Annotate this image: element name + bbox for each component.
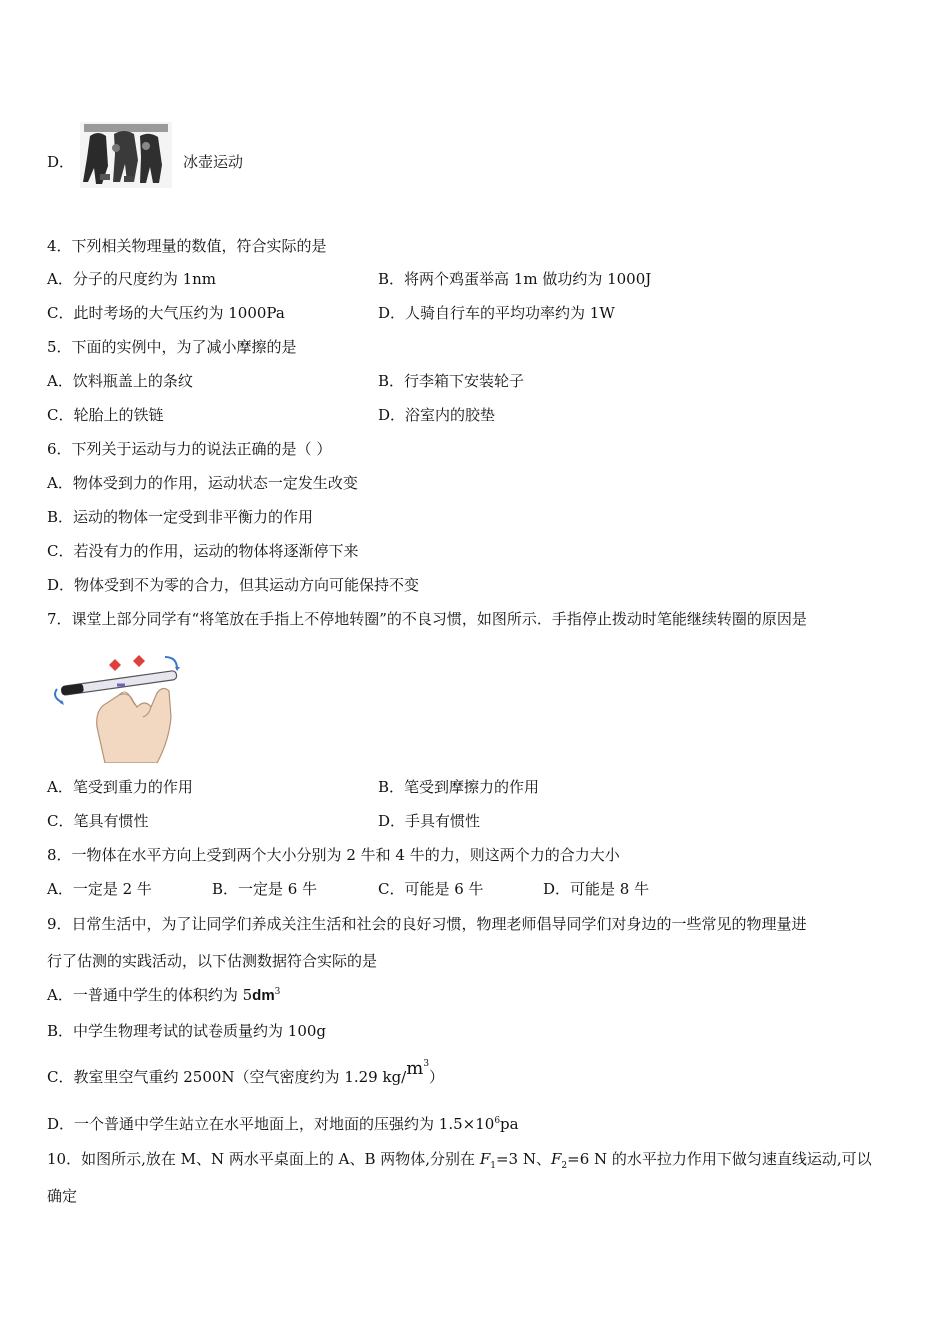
q10-stem-text-a: 10．如图所示,放在 M、N 两水平桌面上的 A、B 两物体,分别在 <box>47 1150 480 1168</box>
q10-stem-text-b: =3 N、 <box>495 1150 551 1168</box>
q10-stem-text-c: =6 N 的水平拉力作用下做匀速直线运动,可以 <box>567 1150 872 1168</box>
q6-option-c: C．若没有力的作用，运动的物体将逐渐停下来 <box>47 542 359 560</box>
q9-option-c-close: ） <box>429 1068 445 1086</box>
q5-option-a: A．饮料瓶盖上的条纹 <box>47 372 193 390</box>
q9-stem-line2: 行了估测的实践活动，以下估测数据符合实际的是 <box>47 952 378 970</box>
q10-force-f2: F <box>550 1150 562 1168</box>
q9-option-c-unit: m <box>406 1058 424 1079</box>
q8-option-d: D．可能是 8 牛 <box>543 880 650 898</box>
pen-spinning-illustration <box>45 645 185 763</box>
q3-option-d-label: D． <box>47 153 75 171</box>
q6-stem: 6．下列关于运动与力的说法正确的是（ ） <box>47 440 332 458</box>
q9-option-b: B．中学生物理考试的试卷质量约为 100g <box>47 1022 327 1040</box>
q9-option-d-text: D．一个普通中学生站立在水平地面上，对地面的压强约为 1.5×10 <box>47 1115 495 1133</box>
q6-option-d: D．物体受到不为零的合力，但其运动方向可能保持不变 <box>47 576 420 594</box>
q7-option-d: D．手具有惯性 <box>378 812 481 830</box>
q9-option-d-exponent: 6 <box>494 1116 501 1126</box>
q4-option-d: D．人骑自行车的平均功率约为 1W <box>378 304 615 322</box>
q4-option-a: A．分子的尺度约为 1nm <box>47 270 217 288</box>
q9-option-a <box>47 984 280 1007</box>
q7-option-b: B．笔受到摩擦力的作用 <box>378 778 540 796</box>
q9-option-c <box>47 1058 445 1088</box>
q9-option-a-text: A．一普通中学生的体积约为 5 <box>47 986 253 1004</box>
q4-option-c: C．此时考场的大气压约为 1000Pa <box>47 304 285 322</box>
q5-option-b: B．行李箱下安装轮子 <box>378 372 525 390</box>
q9-option-a-exponent: 3 <box>274 987 281 997</box>
q9-option-c-exponent: 3 <box>423 1059 430 1069</box>
q5-option-c: C．轮胎上的铁链 <box>47 406 164 424</box>
q7-option-c: C．笔具有惯性 <box>47 812 149 830</box>
q8-stem: 8．一物体在水平方向上受到两个大小分别为 2 牛和 4 牛的力，则这两个力的合力大小 <box>47 846 620 864</box>
q6-option-a: A．物体受到力的作用，运动状态一定发生改变 <box>47 474 358 492</box>
q10-force-f1: F <box>479 1150 491 1168</box>
q7-option-a: A．笔受到重力的作用 <box>47 778 193 796</box>
q3-option-d-text: 冰壶运动 <box>183 153 244 171</box>
q9-option-a-unit: dm <box>252 987 275 1004</box>
q10-force-f2-sub: 2 <box>561 1161 568 1171</box>
q4-stem: 4．下列相关物理量的数值，符合实际的是 <box>47 237 327 255</box>
q10-stem-line2: 确定 <box>47 1187 78 1205</box>
q8-option-b: B．一定是 6 牛 <box>212 880 318 898</box>
q9-stem-line1: 9．日常生活中，为了让同学们养成关注生活和社会的良好习惯，物理老师倡导同学们对身边的一些常见的物理量进 <box>47 915 807 933</box>
q6-option-b: B．运动的物体一定受到非平衡力的作用 <box>47 508 314 526</box>
q10-force-f1-sub: 1 <box>490 1161 496 1171</box>
q8-option-c: C．可能是 6 牛 <box>378 880 484 898</box>
q9-option-d <box>47 1113 519 1135</box>
q4-option-b: B．将两个鸡蛋举高 1m 做功约为 1000J <box>378 270 652 288</box>
q7-stem: 7．课堂上部分同学有“将笔放在手指上不停地转圈”的不良习惯，如图所示．手指停止拨动时笔能继续转圈的原因是 <box>47 610 807 628</box>
q10-stem-line1 <box>47 1148 872 1170</box>
q8-option-a: A．一定是 2 牛 <box>47 880 152 898</box>
q5-stem: 5．下面的实例中，为了减小摩擦的是 <box>47 338 297 356</box>
q5-option-d: D．浴室内的胶垫 <box>378 406 496 424</box>
q9-option-d-unit: pa <box>500 1115 519 1133</box>
q9-option-c-text: C．教室里空气重约 2500N（空气密度约为 1.29 kg/ <box>47 1068 407 1086</box>
curling-photo <box>80 122 172 188</box>
